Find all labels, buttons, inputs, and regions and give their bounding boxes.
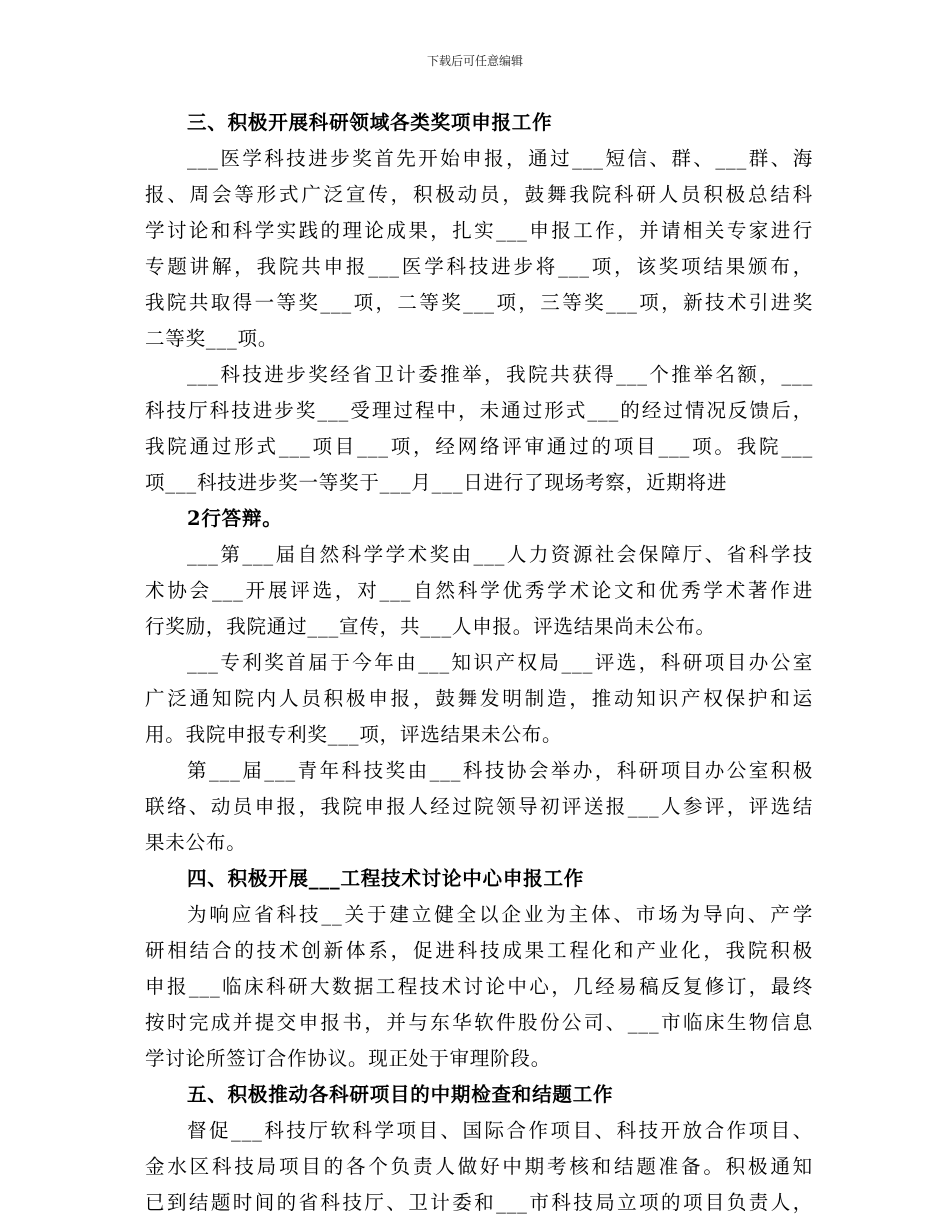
paragraph-line: ___第___届自然科学学术奖由___人力资源社会保障厅、省科学技: [187, 543, 813, 566]
paragraph-line: 学讨论所签订合作协议。现正处于审理阶段。: [145, 1047, 552, 1070]
paragraph-line: 申报___临床科研大数据工程技术讨论中心，几经易稿反复修订，最终: [145, 975, 813, 998]
paragraph-line: 已到结题时间的省科技厅、卫计委和___市科技局立项的项目负责人，: [145, 1191, 813, 1214]
section-heading-line: 五、积极推动各科研项目的中期检查和结题工作: [187, 1083, 614, 1106]
paragraph-line: 为响应省科技__关于建立健全以企业为主体、市场为导向、产学: [187, 903, 813, 926]
page-header-note: 下载后可任意编辑: [426, 54, 523, 68]
document-body: [145, 105, 813, 1221]
paragraph-line: 科技厅科技进步奖___受理过程中，未通过形式___的经过情况反馈后，: [145, 399, 813, 422]
paragraph-line: 联络、动员申报，我院申报人经过院领导初评送报___人参评，评选结: [145, 795, 813, 818]
paragraph-line: 我院共取得一等奖___项，二等奖___项，三等奖___项，新技术引进奖: [145, 291, 813, 314]
paragraph-line: 行奖励，我院通过___宣传，共___人申报。评选结果尚未公布。: [145, 615, 716, 638]
paragraph-line: 研相结合的技术创新体系，促进科技成果工程化和产业化，我院积极: [145, 939, 813, 962]
paragraph-line: 金水区科技局项目的各个负责人做好中期考核和结题准备。积极通知: [145, 1155, 813, 1178]
paragraph-line: 二等奖___项。: [145, 327, 279, 350]
paragraph-line: 按时完成并提交申报书，并与东华软件股份公司、___市临床生物信息: [145, 1011, 813, 1034]
section-heading-line: 2行答辩。: [187, 507, 283, 530]
paragraph-line: ___科技进步奖经省卫计委推举，我院共获得___个推举名额，___: [187, 363, 813, 386]
paragraph-line: 用。我院申报专利奖___项，评选结果未公布。: [145, 723, 563, 746]
paragraph-line: 广泛通知院内人员积极申报，鼓舞发明制造，推动知识产权保护和运: [145, 687, 813, 710]
paragraph-line: 学讨论和科学实践的理论成果，扎实___申报工作，并请相关专家进行: [145, 219, 813, 242]
paragraph-line: 报、周会等形式广泛宣传，积极动员，鼓舞我院科研人员积极总结科: [145, 183, 813, 206]
section-heading-line: 三、积极开展科研领域各类奖项申报工作: [187, 111, 553, 134]
paragraph-line: 专题讲解，我院共申报___医学科技进步将___项，该奖项结果颁布，: [145, 255, 813, 278]
paragraph-line: ___医学科技进步奖首先开始申报，通过___短信、群、___群、海: [187, 147, 813, 170]
paragraph-line: 项___科技进步奖一等奖于___月___日进行了现场考察，近期将进: [145, 471, 728, 494]
paragraph-line: 术协会___开展评选，对___自然科学优秀学术论文和优秀学术著作进: [145, 579, 813, 602]
paragraph-line: 我院通过形式___项目___项，经网络评审通过的项目___项。我院___: [145, 435, 813, 458]
paragraph-line: 果未公布。: [145, 831, 247, 854]
paragraph-line: 督促___科技厅软科学项目、国际合作项目、科技开放合作项目、: [187, 1119, 813, 1142]
paragraph-line: 第___届___青年科技奖由___科技协会举办，科研项目办公室积极: [187, 759, 813, 782]
paragraph-line: ___专利奖首届于今年由___知识产权局___评选，科研项目办公室: [187, 651, 813, 674]
section-heading-line: 四、积极开展___工程技术讨论中心申报工作: [187, 867, 585, 890]
